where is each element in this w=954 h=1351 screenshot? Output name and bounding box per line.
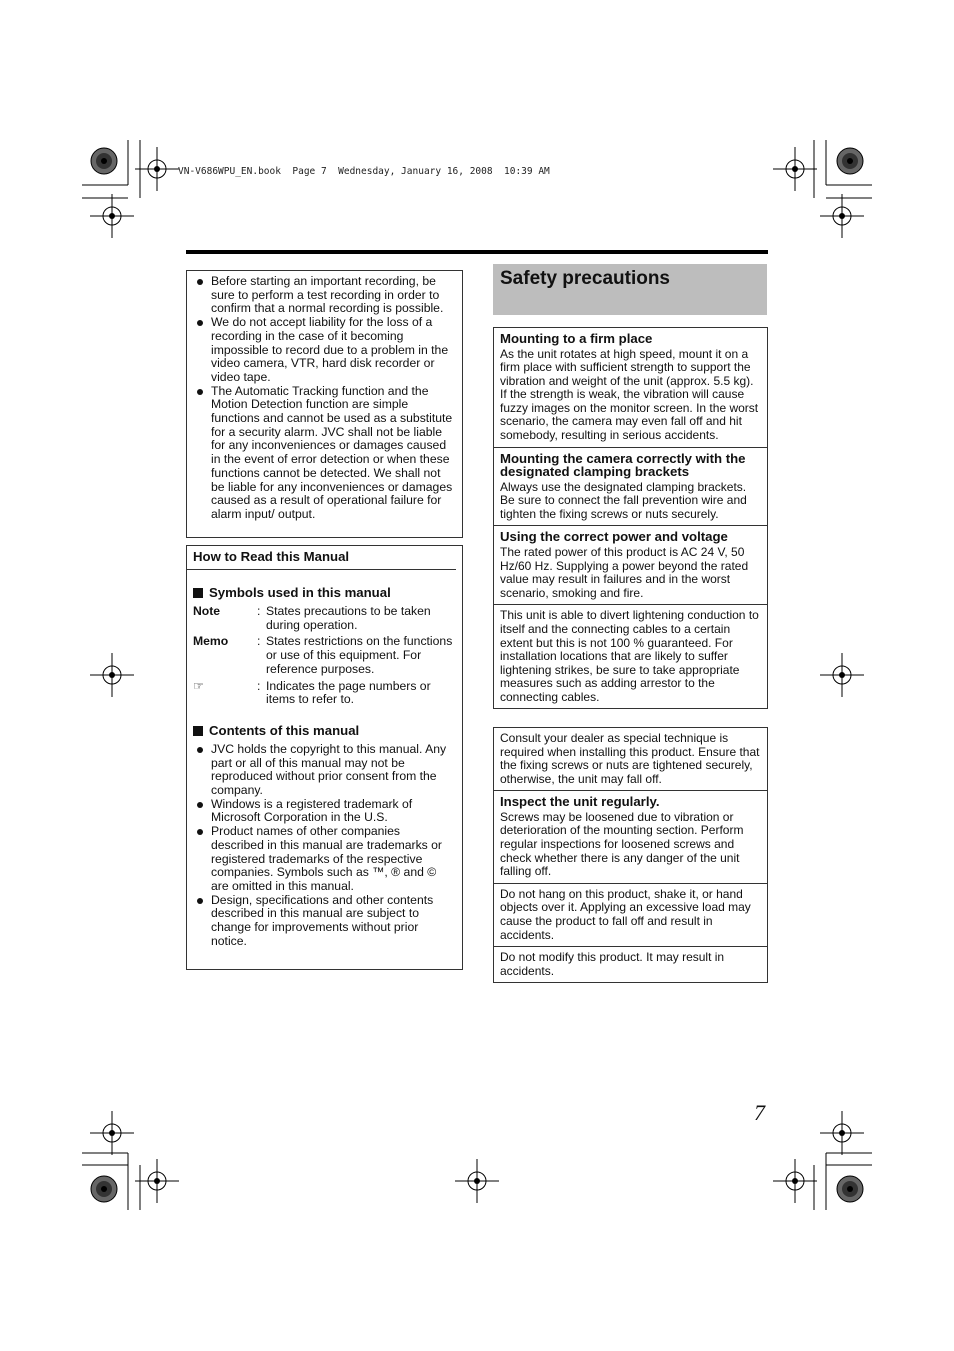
manual-title: How to Read this Manual	[187, 549, 456, 570]
safety-box-1	[493, 327, 768, 709]
safety-item-body: The rated power of this product is AC 24 V, 50 Hz/60 Hz. Supplying a power beyond the rated value may result in failures and in the worst scenario, smoking and fire.	[500, 544, 749, 600]
list-item: Windows is a registered trademark of Microsoft Corporation in the U.S.	[187, 798, 456, 825]
file-header: VN-V686WPU_EN.book Page 7 Wednesday, January 16, 2008 10:39 AM	[178, 166, 550, 177]
safety-item-title: Using the correct power and voltage	[500, 529, 728, 545]
safety-item	[494, 448, 767, 527]
list-item: JVC holds the copyright to this manual. Any part or all of this manual may not be reproduced without prior consent from the company.	[187, 743, 456, 798]
safety-box-2	[493, 727, 768, 983]
top-rule	[186, 250, 768, 254]
safety-item	[494, 526, 767, 605]
list-item: Design, specifications and other contents described in this manual are subject to change for improvements without prior notice.	[187, 894, 456, 949]
square-bullet-icon	[193, 726, 203, 736]
safety-item	[494, 328, 767, 448]
symbol-desc: States precautions to be taken during operation.	[266, 604, 431, 632]
contents-list	[187, 743, 456, 949]
section-heading: Safety precautions	[493, 264, 767, 315]
symbol-sep: :	[257, 604, 261, 618]
symbols-heading-text: Symbols used in this manual	[209, 585, 391, 600]
safety-item	[494, 728, 767, 791]
symbol-row	[193, 605, 456, 632]
symbol-desc: Indicates the page numbers or items to refer to.	[266, 678, 431, 707]
contents-heading-text: Contents of this manual	[209, 722, 360, 738]
page-number: 7	[754, 1100, 765, 1125]
symbol-row	[193, 680, 456, 707]
square-bullet-icon	[193, 588, 203, 598]
list-item: The Automatic Tracking function and the Motion Detection function are simple functions and cannot be used as a substitute for a security alarm. JVC shall not be liable for any inconveniences or damages caused in the event of error detection or when these functions cannot be detected. We shall not be liable for any inconveniences or damages caused as a result of operational failure for alarm input/ output.	[187, 385, 456, 522]
symbols-heading	[187, 585, 456, 600]
safety-item-title: Mounting the camera correctly with the designated clamping brackets	[500, 450, 746, 480]
safety-item-body: Do not modify this product. It may result in accidents.	[500, 950, 725, 978]
symbol-key: Note	[193, 604, 221, 618]
symbol-sep: :	[257, 634, 261, 649]
manual-box	[186, 545, 463, 970]
safety-item-body: Always use the designated clamping brackets. Be sure to connect the fall prevention wire and tighten the fixing screws or nuts securely.	[500, 479, 747, 521]
list-item: We do not accept liability for the loss of a recording in the case of it becoming impossible to record due to a problem in the video camera, VTR, hard disk recorder or video tape.	[187, 316, 456, 385]
list-item: Product names of other companies described in this manual are trademarks or registered trademarks of the respective companies. Symbols such as ™, ® and © are omitted in this manual.	[187, 825, 456, 894]
safety-item-body: Screws may be loosened due to vibration or deterioration of the mounting section. Perform regular inspections for loosened screws and check whether there is any danger of the unit falling off.	[500, 809, 744, 879]
safety-item	[494, 791, 767, 883]
symbol-sep: :	[257, 678, 261, 693]
reference-icon: ☞	[193, 678, 204, 693]
safety-item-body: Do not hang on this product, shake it, or hand objects over it. Applying an excessive load may cause the product to fall off and result in accidents.	[500, 886, 751, 942]
symbol-row	[193, 635, 456, 676]
safety-item	[494, 947, 767, 982]
safety-item	[494, 884, 767, 947]
contents-heading	[187, 723, 456, 738]
safety-item-body: As the unit rotates at high speed, mount it on a firm place with sufficient strength to support the vibration and weight of the unit (approx. 5.5 kg). If the strength is weak, the vibration will cause fuzzy images on the monitor screen. In the worst scenario, the camera may even fall off and hit somebody, resulting in serious accidents.	[500, 346, 759, 443]
safety-item-title: Mounting to a firm place	[500, 331, 653, 346]
notice-list	[187, 275, 456, 522]
safety-item	[494, 605, 767, 708]
notice-box	[186, 270, 463, 538]
safety-item-title: Inspect the unit regularly.	[500, 794, 660, 810]
safety-item-body: This unit is able to divert lightening conduction to itself and the connecting cables to a certain extent but this is not 100 % guaranteed. For installation locations that are likely to suffer lightening strikes, be sure to take appropriate measures such as adding arrestor to the connecting cables.	[500, 608, 759, 704]
symbol-desc: States restrictions on the functions or use of this equipment. For reference purposes.	[266, 634, 453, 676]
symbol-table	[187, 605, 456, 707]
safety-item-body: Consult your dealer as special technique is required when installing this product. Ensure that the fixing screws or nuts are tightened securely, otherwise, the unit may fall off.	[500, 731, 760, 786]
list-item: Before starting an important recording, be sure to perform a test recording in order to confirm that a normal recording is possible.	[187, 275, 456, 316]
symbol-key: Memo	[193, 634, 229, 649]
